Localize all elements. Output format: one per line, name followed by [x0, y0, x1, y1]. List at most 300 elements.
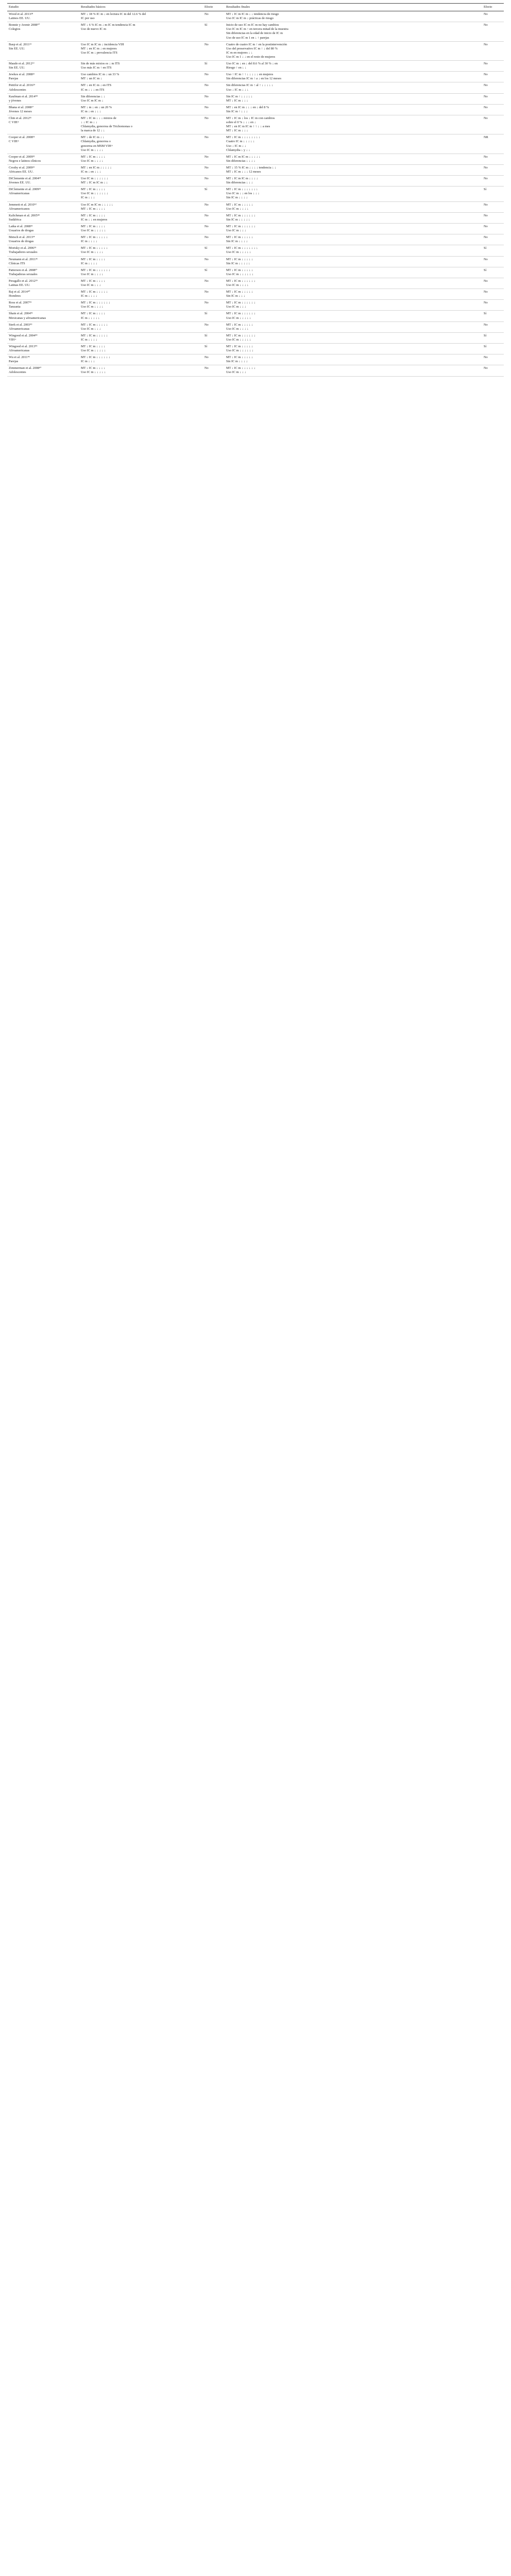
basic-result-line: ↓ ↓ IC m ↓ ↓ [81, 121, 97, 125]
basic-result-line: IC m ↓ ↓ ↓ [81, 196, 95, 200]
final-result-line: MT ↓ IC m IC m ↓ ↓ ↓ ↓ ↓ [226, 155, 261, 159]
basic-result-line: MT ↓ IC m ↓ ↓ ↓ ↓ [81, 188, 106, 192]
basic-results-cell [79, 300, 203, 311]
study-reference: Wood et al. 2013²⁸ [9, 12, 33, 16]
header-estudio: Estudio [7, 4, 79, 11]
final-effect-cell: No [484, 301, 488, 305]
basic-effect-cell: No [205, 12, 209, 16]
final-result-line: Uso IC m ↓ ↓ ↓ ↓ [226, 207, 249, 211]
basic-result-line: IC m ↓ en ↓ ↓ ↓ [81, 109, 101, 113]
basic-result-line: MT ↓ en IC m ↓ en mujeres [81, 46, 117, 50]
final-results-cell [225, 289, 482, 300]
study-reference: DiClemente et al. 2009²⁵ [9, 188, 41, 192]
final-effect-cell: No [484, 94, 488, 98]
basic-result-line: Uso más IC m ↑ en ITS [81, 66, 112, 70]
study-cell [7, 164, 79, 175]
final-result-line: Uso IC m IC m ↑ en tercera mitad de la muestra [226, 27, 288, 31]
final-result-line: Uso IC m ↓ ↓ ↓ ↓ ↓ ↓ [226, 349, 253, 353]
study-population: Afroamericanas [9, 349, 30, 353]
final-effect-cell: No [484, 62, 488, 66]
table-row [7, 245, 504, 256]
study-population: Sin EE. UU. [9, 46, 25, 50]
basic-result-line: MT ↓ un IC m ↓ [81, 77, 102, 81]
header-resultados-finales: Resultados finales [225, 4, 482, 11]
final-results-cell [225, 11, 482, 22]
basic-effect-cell: No [205, 366, 209, 370]
basic-effect-cell: Sí [205, 268, 208, 272]
basic-result-line: MT ↓ IC m ↓ ↓ ↓ ↓ [81, 312, 106, 316]
final-results-cell [225, 154, 482, 164]
final-result-line: MT ↓ IC m ↓ ↓ ↓ ↓ ↓ [226, 268, 253, 272]
basic-result-line: IC m ↓ ↓ ↓ ↓ [81, 294, 97, 298]
final-effect-cell: No [484, 257, 488, 261]
results-table [7, 3, 504, 377]
study-cell [7, 354, 79, 365]
final-effect-cell: No [484, 279, 488, 283]
basic-results-cell [79, 154, 203, 164]
final-result-line: MT ↓ IC m IC m ↓ ↓ tendencia de riesgo [226, 12, 279, 16]
basic-result-line: Chlamydia, gonorrea de Trichomonas o [81, 125, 132, 129]
basic-result-line: Uso IC m ↓ ↓ ↓ ↓ [81, 272, 104, 276]
table-row [7, 154, 504, 164]
table-row [7, 267, 504, 278]
basic-result-line: MT ↓ IC m ↓ ↓ ↓ ↓ [81, 279, 106, 283]
basic-results-cell [79, 234, 203, 245]
basic-effect-cell: No [205, 116, 209, 120]
basic-result-line: Uso IC m IC m ↓ incidencia VIH [81, 42, 124, 46]
final-result-line: Uso del preservativo IC m ↑ ↓ del 80 % [226, 46, 278, 50]
final-result-line: Sin IC m ↓ ↓ ↓ [226, 294, 245, 298]
basic-result-line: MT ↓ IC m ↓ ↓ ↓ ↓ [81, 155, 106, 159]
table-row [7, 354, 504, 365]
basic-result-line: Uso IC m ↓ ↓ ↓ ↓ [81, 159, 104, 163]
basic-result-line: IC m ↓ ↓ ↓ [81, 360, 95, 364]
final-effect-cell: No [484, 323, 488, 327]
basic-result-line: MT ↓ m ↓ en ↓ un 20 % [81, 105, 112, 109]
study-reference: Bonnie y Avenir 2008⁵⁰ [9, 23, 40, 27]
table-row [7, 344, 504, 354]
study-reference: Metsch et al. 2013³⁴ [9, 235, 35, 240]
final-result-line: MT ↓ IC m ↓ ↓ ↓ ↓ ↓ [226, 257, 253, 261]
study-cell [7, 278, 79, 289]
table-row [7, 82, 504, 93]
final-result-line: Uso IC m ↓ ↓ ↓ [226, 229, 246, 233]
basic-effect-cell: Sí [205, 188, 208, 192]
study-population: Parejas [9, 360, 19, 364]
basic-result-line: Uso de nuevo IC m [81, 27, 106, 31]
basic-results-cell [79, 278, 203, 289]
study-cell [7, 223, 79, 234]
final-result-line: MT ↓ IC m ↓ los ↓ IC m con cambios [226, 116, 275, 120]
final-result-line: Cuatro IC m ↓ ↓ ↓ ↓ ↓ [226, 140, 255, 144]
study-cell [7, 41, 79, 60]
final-results-cell [225, 245, 482, 256]
basic-result-line: Uso IC m ↓ ↓ ↓ ↓ ↓ ↓ [81, 177, 108, 181]
study-population: C VIH+ [9, 121, 20, 125]
basic-result-line: IC por uso [81, 16, 95, 21]
final-effect-cell: No [484, 42, 488, 46]
final-effect-cell: No [484, 355, 488, 360]
basic-effect-cell: No [205, 83, 209, 88]
final-effect-cell: Sí [484, 312, 487, 316]
basic-result-line: MT ↓ IC m ↓ ↓ ↓ ↓ ↓ [81, 246, 108, 250]
final-results-cell [225, 104, 482, 115]
basic-results-cell [79, 72, 203, 82]
final-result-line: MT ↓ 15 % IC m ↓ ↓ ↓ ↓ tendencia ↓ ↓ [226, 165, 277, 170]
basic-results-cell [79, 93, 203, 104]
basic-result-line: IC m ↓ ↓ ↓ ↓ ↓ [81, 316, 100, 320]
final-effect-cell: No [484, 177, 488, 181]
final-results-cell [225, 176, 482, 187]
final-result-line: Uso IC m ↓ ↓ ↓ ↓ ↓ [226, 337, 251, 342]
final-results-cell [225, 164, 482, 175]
basic-result-line: Uso IC m ↓ ↓ ↓ [81, 327, 101, 331]
study-reference: Wingood et al. 2004⁴⁴ [9, 333, 38, 337]
final-result-line: Uso IC m ↓ ↓ en los ↓ ↓ ↓ [226, 192, 260, 196]
basic-result-line: IC m ↓ ↓ ↓ ↓ [81, 261, 97, 265]
header-efecto-final: Efecto [482, 4, 504, 11]
study-population: Jóvenes 12 meses [9, 109, 32, 113]
final-result-line: MT ↓ IC m ↓ ↓ ↓ [226, 129, 248, 133]
basic-result-line: MT ↓ en IC m ↓ en ITS [81, 83, 112, 88]
final-result-line: MT ↓ IC m ↓ ↓ ↓ ↓ ↓ ↓ ↓ [226, 246, 258, 250]
basic-result-line: MT ↓ IC m ↓ ↓ ↓ ↓ ↓ ↓ [81, 301, 110, 305]
final-result-line: Chlamydia ↓ y ↓ ↓ [226, 148, 250, 152]
study-cell [7, 344, 79, 354]
final-result-line: Sin IC m ↓ ↓ ↓ ↓ [226, 240, 248, 244]
basic-effect-cell: No [205, 323, 209, 327]
table-row [7, 321, 504, 332]
basic-effect-cell: No [205, 224, 209, 228]
final-effect-cell: Sí [484, 268, 487, 272]
basic-effect-cell: No [205, 135, 209, 140]
final-result-line: Uso IC m ↓ ↓ ↓ ↓ ↓ [226, 316, 251, 320]
study-population: Sin EE. UU. [9, 66, 25, 70]
basic-effect-cell: Sí [205, 62, 208, 66]
basic-result-line: MT ↓ IC m ↓ ↓ ↓ ↓ [81, 207, 106, 211]
final-result-line: MT ↓ en IC m IC m ↑ ↑ ↓ ↓ a mes [226, 125, 270, 129]
study-reference: Shain et al. 2004⁴² [9, 312, 33, 316]
study-population: Sudáfrica [9, 217, 22, 222]
basic-result-line: MT ↓ IC m ↓ ↓ ↓ ↓ ↓ ↓ [81, 268, 110, 272]
final-result-line: Inicio de uso IC m IC m no hay cambios [226, 23, 279, 27]
final-results-cell [225, 187, 482, 201]
basic-results-cell [79, 115, 203, 134]
study-population: Negros e latinos clínicos [9, 159, 41, 163]
final-result-line: MT ↓ IC m ↓ ↓ ↓ ↓ ↓ ↓ [226, 279, 256, 283]
study-reference: Kalichman et al. 2005³⁸ [9, 213, 40, 217]
final-results-cell [225, 72, 482, 82]
study-reference: Jewkes et al. 2008²² [9, 73, 35, 77]
study-reference: Patterson et al. 2008³⁷ [9, 268, 38, 272]
table-row [7, 311, 504, 321]
final-result-line: MT ↓ IC m ↓ ↓ ↓ [226, 98, 248, 103]
basic-result-line: Uso IC m ↓ ↓ ↓ ↓ ↓ [81, 349, 106, 353]
final-effect-cell: Sí [484, 345, 487, 348]
final-results-cell [225, 300, 482, 311]
study-reference: Latka et al. 2008³³ [9, 224, 33, 228]
study-cell [7, 321, 79, 332]
final-effect-cell: No [484, 83, 488, 88]
basic-result-line: MT ↓ IC m IC m ↓ ↓ [81, 181, 108, 185]
final-effect-cell: No [484, 202, 488, 207]
study-cell [7, 176, 79, 187]
final-results-cell [225, 212, 482, 223]
final-results-cell [225, 256, 482, 267]
study-reference: Neumann et al. 2011³⁶ [9, 257, 38, 261]
table-row [7, 365, 504, 376]
final-result-line: Uso IC m ↓ ↓ ↓ [226, 370, 246, 375]
study-population: Usuarios de drogas [9, 229, 34, 233]
study-cell [7, 311, 79, 321]
study-cell [7, 72, 79, 82]
header-efecto-basico: Efecto [203, 4, 225, 11]
study-cell [7, 22, 79, 41]
final-results-cell [225, 223, 482, 234]
basic-effect-cell: No [205, 42, 209, 46]
final-result-line: Uso ↓ IC m ↓ ↓ [226, 144, 246, 148]
study-cell [7, 11, 79, 22]
final-result-line: Uso IC m ↓ ↓ ↓ ↓ [226, 283, 249, 287]
basic-effect-cell: No [205, 301, 209, 305]
final-results-cell [225, 344, 482, 354]
study-reference: Kaufman et al. 2014⁴⁸ [9, 94, 38, 98]
final-effect-cell: No [484, 12, 488, 16]
basic-result-line: Uso IC m IC m ↓ ↓ ↓ ↓ ↓ [81, 202, 113, 207]
final-results-cell [225, 234, 482, 245]
basic-result-line: MT ↓ de IC m ↓ ↓ [81, 135, 105, 140]
final-results-cell [225, 22, 482, 41]
study-cell [7, 289, 79, 300]
final-results-cell [225, 61, 482, 72]
basic-result-line: MT ↓ IC m ↓ ↓ ↓ ↓ ↓ [81, 290, 108, 294]
final-result-line: Sin IC m ↓ ↓ ↓ ↓ ↓ [226, 261, 250, 265]
basic-result-line: IC m ↓ ↓ ↓ ↓ [81, 337, 97, 342]
study-cell [7, 245, 79, 256]
basic-result-line: la marca de 12 ↓ ↓ [81, 129, 105, 133]
basic-effect-cell: No [205, 177, 209, 181]
basic-result-line: MT ↓ IC m ↓ ↓ ↓ ↓ [81, 257, 106, 261]
table-row [7, 201, 504, 212]
final-result-line: sobre el 0 % ↓ ↓ ↓ en ↓ [226, 121, 256, 125]
study-cell [7, 61, 79, 72]
table-row [7, 187, 504, 201]
basic-results-cell [79, 256, 203, 267]
final-result-line: MT ↓ IC m IC m ↓ ↓ ↓ ↓ [226, 177, 258, 181]
table-row [7, 93, 504, 104]
final-result-line: Uso IC m ↓ ↓ ↓ ↓ [226, 327, 249, 331]
basic-result-line: Uso IC m IC m ↓ [81, 98, 104, 103]
final-result-line: MT ↓ IC m ↓ ↓ ↓ ↓ ↓ [226, 202, 253, 207]
basic-effect-cell: No [205, 105, 209, 109]
final-result-line: Sin diferencias IC m ↑ a ↓ en los 12 meses [226, 77, 282, 81]
basic-results-cell [79, 11, 203, 22]
study-cell [7, 104, 79, 115]
basic-results-cell [79, 289, 203, 300]
study-population: Hombres [9, 294, 21, 298]
table-row [7, 300, 504, 311]
basic-results-cell [79, 332, 203, 343]
basic-effect-cell: No [205, 257, 209, 261]
final-result-line: MT ↓ IC m ↓ ↓ ↓ ↓ ↓ [226, 355, 253, 360]
study-reference: Crosby et al. 2009²³ [9, 165, 35, 170]
final-result-line: MT ↓ IC m ↓ ↓ ↓ ↓ ↓ [226, 290, 253, 294]
final-result-line: Uso IC m ↓ ↓ ↓ ↓ ↓ [226, 250, 251, 255]
final-result-line: Riesgo ↑ en ↓ ↓ [226, 66, 247, 70]
final-effect-cell: No [484, 224, 488, 228]
basic-result-line: MT ↓ IC m ↓ ↓ ↓ ↓ ↓ [81, 333, 108, 337]
basic-results-cell [79, 176, 203, 187]
table-row [7, 256, 504, 267]
study-cell [7, 115, 79, 134]
study-population: Usuarios de drogas [9, 240, 34, 244]
final-results-cell [225, 115, 482, 134]
basic-result-line: gonorrea en MSM VIH+ [81, 144, 113, 148]
final-result-line: Uso ↓ IC m ↓ ↓ ↓ [226, 88, 249, 92]
study-population: Parejas [9, 77, 19, 81]
basic-results-cell [79, 365, 203, 376]
final-results-cell [225, 267, 482, 278]
table-body [7, 11, 504, 376]
final-results-cell [225, 354, 482, 365]
final-effect-cell: Sí [484, 246, 487, 250]
study-cell [7, 212, 79, 223]
final-result-line: MT ↓ IC m ↓ ↓ ↓ 12 meses [226, 170, 261, 174]
table-row [7, 72, 504, 82]
final-effect-cell: No [484, 105, 488, 109]
study-cell [7, 201, 79, 212]
basic-result-line: MT ↓ IC m ↓ ↓ ↓ ↓ ↓ [81, 323, 108, 327]
final-result-line: Sin IC m ↓ ↓ ↓ ↓ [226, 196, 248, 200]
final-results-cell [225, 82, 482, 93]
study-reference: Zimmerman et al. 2008⁴⁷ [9, 366, 42, 370]
basic-results-cell [79, 164, 203, 175]
basic-results-cell [79, 61, 203, 72]
header-resultados-basicos: Resultados básicos [79, 4, 203, 11]
study-population: Afroamericanas [9, 327, 30, 331]
basic-result-line: MT ↓ IC m ↓ ↓ ↓ mixtos de [81, 116, 116, 120]
study-population: Mexicanas y afroamericanas [9, 316, 46, 320]
final-result-line: MT ↓ IC m ↓ ↓ ↓ ↓ ↓ [226, 235, 253, 240]
final-effect-cell: NR [484, 135, 488, 140]
basic-effect-cell: No [205, 155, 209, 159]
basic-result-line: Sin diferencias ↓ ↓ [81, 94, 106, 98]
final-result-line: IC m en mujeres ↓ ↓ [226, 50, 253, 55]
basic-result-line: Uso IC m ↓ ↓ ↓ ↓ ↓ [81, 229, 106, 233]
basic-result-line: MT ↓ IC m ↓ ↓ ↓ ↓ [81, 213, 106, 217]
basic-result-line: Chlamydia, gonorrea o [81, 140, 111, 144]
study-reference: Morisky et al. 2006³⁵ [9, 246, 37, 250]
basic-effect-cell: No [205, 279, 209, 283]
basic-result-line: MT ↓ IC m ↓ ↓ ↓ ↓ [81, 366, 106, 370]
study-population: VIH+ [9, 337, 16, 342]
final-result-line: MT ↓ en IC m ↓ ↓ ↓ en ↓ del 8 % [226, 105, 269, 109]
final-results-cell [225, 332, 482, 343]
basic-effect-cell: Sí [205, 333, 208, 337]
basic-results-cell [79, 187, 203, 201]
basic-results-cell [79, 321, 203, 332]
final-result-line: Uso ↑ IC m ↑ ↑ ↓ ↓ ↓ ↓ ↓ en mujeres [226, 73, 274, 77]
basic-result-line: Uso IC m ↓ ↓ ↓ [81, 283, 101, 287]
study-population: Afroamericanas [9, 192, 30, 196]
study-population: Afroamericanos [9, 207, 30, 211]
basic-result-line: MT ↓ 6 % IC m ↓ m IC m tendencia IC m [81, 23, 135, 27]
study-cell [7, 332, 79, 343]
final-results-cell [225, 41, 482, 60]
final-result-line: MT ↓ IC m ↓ ↓ ↓ ↓ ↓ ↓ [226, 312, 256, 316]
final-result-line: MT ↓ IC m ↓ ↓ ↓ ↓ ↓ [226, 345, 253, 348]
study-population: Trabajadoras sexuales [9, 272, 38, 276]
basic-result-line: MT ↓ en IC m ↓ ↓ ↓ ↓ ↓ [81, 165, 112, 170]
table-row [7, 212, 504, 223]
basic-result-line: Uso IC m ↓ ↓ ↓ ↓ [81, 250, 104, 255]
study-reference: Maude et al. 2012¹⁹ [9, 62, 35, 66]
study-reference: Ross et al. 2007⁴¹ [9, 301, 32, 305]
final-result-line: Uso IC m 1 ↓ ↓ en el resto de mujeres [226, 55, 276, 59]
final-result-line: MT ↓ IC m ↓ ↓ ↓ ↓ ↓ ↓ [226, 333, 256, 337]
study-cell [7, 234, 79, 245]
table-row [7, 115, 504, 134]
final-effect-cell: No [484, 165, 488, 170]
basic-effect-cell: No [205, 213, 209, 217]
final-effect-cell: No [484, 235, 488, 240]
final-result-line: MT ↓ IC m ↓ ↓ ↓ ↓ ↓ ↓ ↓ ↓ [226, 135, 261, 140]
basic-result-line: IC m ↓ ↓ en mujeres [81, 217, 108, 222]
final-result-line: Sin diferencias ↓ ↓ ↓ ↓ [226, 159, 256, 163]
study-reference: Wingood et al. 2013⁴⁵ [9, 345, 38, 348]
final-result-line: Uso IC m ↓ ↓ ↓ ↓ ↓ ↓ [226, 272, 253, 276]
final-result-line: Uso de uso IC m 1 en ↓ ↑ parejas [226, 36, 269, 40]
basic-results-cell [79, 212, 203, 223]
basic-effect-cell: Sí [205, 312, 208, 316]
study-cell [7, 187, 79, 201]
table-row [7, 332, 504, 343]
study-reference: Pettifor et al. 2016²⁹ [9, 83, 35, 88]
table-row [7, 61, 504, 72]
study-cell [7, 300, 79, 311]
study-population: Colegios [9, 27, 21, 31]
final-effect-cell: No [484, 116, 488, 120]
table-row [7, 164, 504, 175]
basic-effect-cell: No [205, 165, 209, 170]
basic-effect-cell: No [205, 290, 209, 294]
study-population: Clínicas ITS [9, 261, 25, 265]
table-row [7, 11, 504, 22]
basic-results-cell [79, 311, 203, 321]
final-effect-cell: No [484, 23, 488, 27]
final-result-line: Uso IC m IC m ↓ prácticas de riesgo [226, 16, 274, 21]
study-cell [7, 93, 79, 104]
final-results-cell [225, 278, 482, 289]
study-population: Adolescentes [9, 370, 26, 375]
table-row [7, 223, 504, 234]
final-result-line: MT ↓ IC m ↓ ↓ ↓ ↓ ↓ ↓ [226, 224, 256, 228]
final-result-line: Sin diferencias ↓ ↓ ↓ [226, 181, 253, 185]
table-row [7, 41, 504, 60]
basic-result-line: Uso IC m ↓ ↓ ↓ ↓ ↓ ↓ [81, 192, 108, 196]
study-population: y jóvenes [9, 98, 21, 103]
basic-results-cell [79, 201, 203, 212]
study-reference: Basp et al. 2011²¹ [9, 42, 32, 46]
final-effect-cell: No [484, 73, 488, 77]
final-results-cell [225, 93, 482, 104]
basic-effect-cell: No [205, 94, 209, 98]
basic-result-line: Sin de más mixtos es ↓ m ITS [81, 62, 120, 66]
basic-results-cell [79, 245, 203, 256]
table-row [7, 234, 504, 245]
basic-result-line: Uso IC m ↓ ↓ ↓ ↓ ↓ [81, 370, 106, 375]
final-result-line: Uso IC m ↓ en ↓ del 8.6 % al 30 % ↓ en [226, 62, 278, 66]
